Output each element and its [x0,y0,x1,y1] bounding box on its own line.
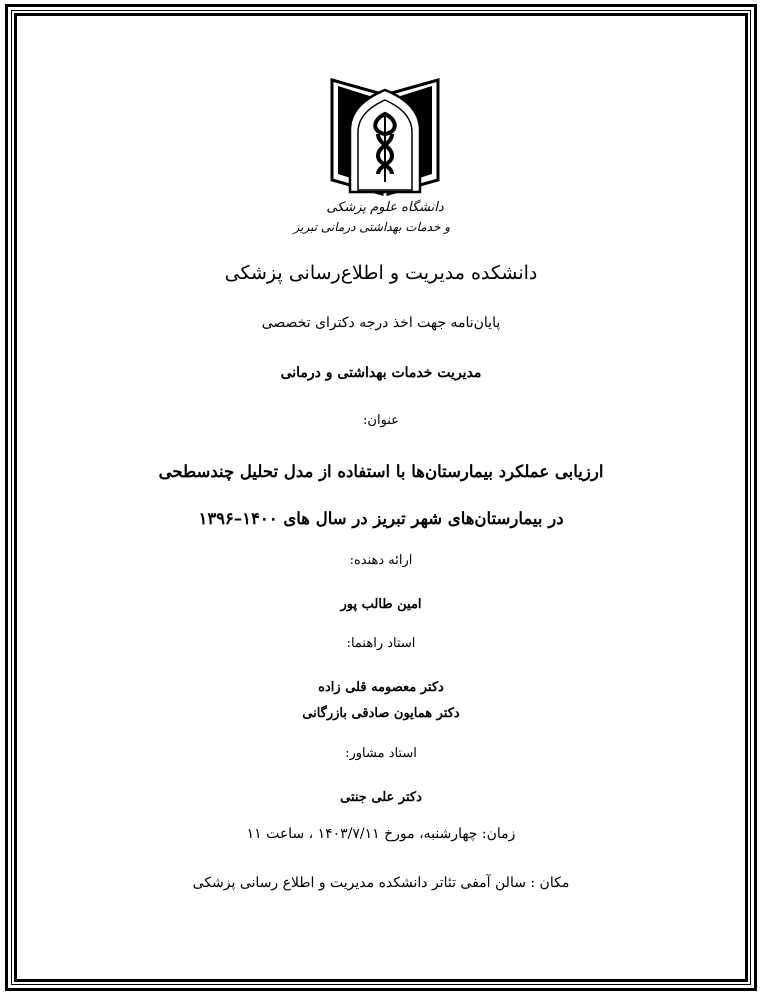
logo-text-line1: دانشگاه علوم پزشکی [326,200,444,215]
faculty-name: دانشکده مدیریت و اطلاع‌رسانی پزشکی [224,262,538,284]
presenter-label: ارائه دهنده: [349,553,413,568]
defense-place: مکان : سالن آمفی تئاتر دانشکده مدیریت و اطلاع رسانی پزشکی [192,875,570,891]
advisor-label: استاد مشاور: [345,746,417,761]
field-of-study: مدیریت خدمات بهداشتی و درمانی [280,365,482,381]
thesis-title-line1: ارزیابی عملکرد بیمارستان‌ها با استفاده از مدل تحلیل چندسطحی [158,462,604,481]
supervisor-name-1: دکتر معصومه قلی زاده [318,680,444,695]
supervisor-name-2: دکتر همایون صادقی بازرگانی [302,706,460,721]
university-logo [293,72,450,252]
logo-text-line2: و خدمات بهداشتی درمانی تبریز [293,220,450,234]
presenter-name: امین طالب پور [340,597,422,612]
advisor-name: دکتر علی جنتی [340,790,422,805]
book-emblem-icon [320,72,450,202]
supervisor-label: استاد راهنما: [346,636,416,651]
thesis-type: پایان‌نامه جهت اخذ درجه دکترای تخصصی [261,315,501,331]
thesis-title-line2: در بیمارستان‌های شهر تبریز در سال های ۱۴۰۰–۱۳۹۶ [198,509,564,528]
title-label: عنوان: [363,413,399,428]
defense-time: زمان: چهارشنبه، مورخ ۱۴۰۳/۷/۱۱ ، ساعت ۱۱ [246,826,516,842]
